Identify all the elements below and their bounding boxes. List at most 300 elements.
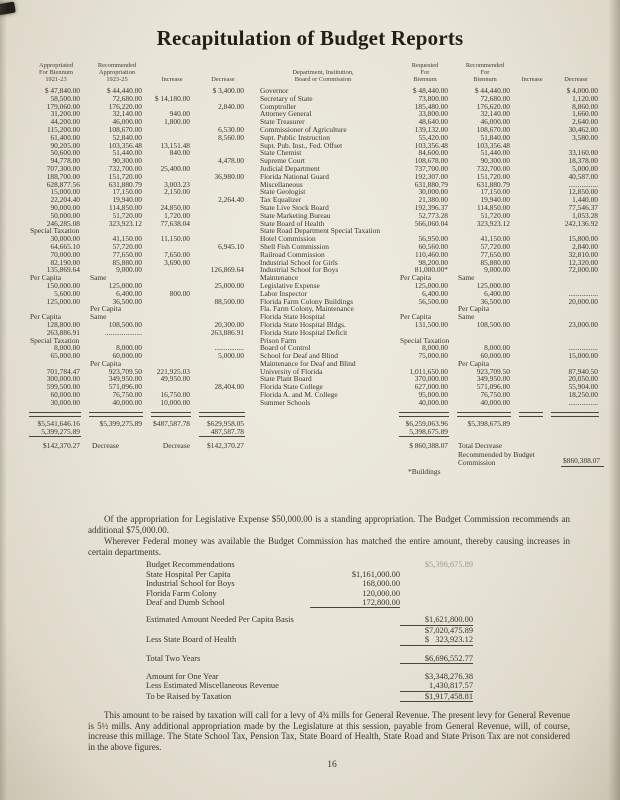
amount-cell: 108,678.00 bbox=[414, 156, 448, 166]
amount-cell: ................ bbox=[214, 343, 244, 353]
amount-cell: 1,011,650.00 bbox=[409, 366, 448, 376]
amount-cell: Special Taxation bbox=[30, 226, 80, 236]
amount-cell: 737,700.00 bbox=[414, 163, 448, 173]
recommendation-amount bbox=[310, 681, 400, 691]
amount-cell: 50,000.00 bbox=[50, 210, 80, 220]
amount-cell: Per Capita bbox=[90, 304, 121, 314]
amount-cell: 41,150.00 bbox=[112, 234, 142, 244]
amount-cell bbox=[148, 337, 196, 345]
amount-cell: $ 4,000.00 bbox=[566, 86, 598, 95]
amount-cell bbox=[196, 399, 250, 407]
amount-cell: 349,950.00 bbox=[108, 374, 142, 384]
amount-cell: 114,850.00 bbox=[477, 202, 510, 212]
amount-cell: 30,000.00 bbox=[50, 234, 80, 244]
recommendation-row bbox=[88, 681, 570, 691]
amount-cell: 1,053.28 bbox=[572, 210, 598, 220]
amount-cell: 73,800.00 bbox=[418, 93, 448, 103]
amount-cell: 108,670.00 bbox=[476, 124, 510, 134]
amount-cell: 19,940.00 bbox=[480, 195, 510, 205]
amount-cell bbox=[516, 173, 548, 181]
rule bbox=[199, 412, 245, 417]
rule bbox=[89, 412, 143, 417]
amount-cell: 188,700.00 bbox=[46, 171, 80, 181]
department-name: Governor bbox=[260, 86, 289, 95]
budget-recommendations-list bbox=[88, 560, 570, 702]
department-name: University of Florida bbox=[260, 366, 323, 376]
amount-cell: 22,204.40 bbox=[50, 195, 80, 205]
amount-cell: 323,923.12 bbox=[476, 218, 510, 228]
amount-cell: $ 48,440.00 bbox=[412, 86, 448, 95]
recommendation-amount: 120,000.00 bbox=[362, 588, 400, 598]
amount-cell: 5,600.00 bbox=[54, 288, 80, 298]
recommendation-label: Total Two Years bbox=[146, 653, 201, 663]
amount-cell bbox=[516, 383, 548, 391]
amount-cell: 631,880.79 bbox=[414, 179, 448, 189]
summary-amount: 1,430,817.57 bbox=[400, 681, 473, 691]
amount-cell: 571,096.00 bbox=[108, 382, 142, 392]
amount-cell: 60,000.00 bbox=[50, 390, 80, 400]
amount-cell: 87,940.50 bbox=[568, 366, 598, 376]
amount-cell: 701,784.47 bbox=[46, 366, 80, 376]
recommendation-amount bbox=[310, 672, 400, 681]
total-requested: $6,259,063.96 bbox=[405, 418, 448, 428]
amount-cell bbox=[516, 344, 548, 352]
department-name: Prison Farm bbox=[260, 335, 297, 345]
summary-amount: $6,696,552.77 bbox=[400, 654, 473, 664]
department-name: Fla. Farm Colony, Maintenance bbox=[260, 304, 354, 314]
amount-cell bbox=[516, 274, 548, 282]
amount-cell: 40,000.00 bbox=[418, 397, 448, 407]
amount-cell: 20,300.00 bbox=[214, 319, 244, 329]
amount-cell: Per Capita bbox=[30, 273, 61, 283]
total-decrease-left: $629,958.05 bbox=[207, 418, 244, 428]
department-name: School for Deaf and Blind bbox=[260, 351, 338, 361]
amount-cell: 221,925.03 bbox=[156, 366, 190, 376]
rule bbox=[29, 436, 81, 439]
amount-cell bbox=[548, 329, 604, 337]
department-name: State Plant Board bbox=[260, 374, 312, 384]
amount-cell: 33,160.00 bbox=[568, 148, 598, 158]
amount-cell: 8,000.00 bbox=[422, 343, 448, 353]
department-name: Supreme Court bbox=[260, 156, 305, 166]
amount-cell: 36,980.00 bbox=[214, 171, 244, 181]
amount-cell: 2,640.00 bbox=[572, 117, 598, 127]
amount-cell: $ 44,440.00 bbox=[474, 86, 510, 95]
department-name: Florida State Hospital Deficit bbox=[260, 327, 348, 337]
amount-cell bbox=[516, 305, 548, 313]
amount-cell: 70,000.00 bbox=[50, 249, 80, 259]
amount-cell: 56,500.00 bbox=[418, 296, 448, 306]
amount-cell bbox=[516, 188, 548, 196]
rule bbox=[551, 412, 599, 417]
amount-cell: 263,886.91 bbox=[210, 327, 244, 337]
amount-cell bbox=[148, 305, 196, 313]
summary-amount bbox=[400, 589, 473, 598]
amount-cell: 125,000.00 bbox=[476, 280, 510, 290]
amount-cell: 50,600.00 bbox=[50, 148, 80, 158]
amount-cell: 246,285.08 bbox=[46, 218, 80, 228]
amount-cell: 32,140.00 bbox=[112, 109, 142, 119]
page-edge-shadow-left bbox=[0, 0, 7, 800]
amount-cell: 57,720.00 bbox=[112, 241, 142, 251]
amount-cell: 192,307.00 bbox=[414, 171, 448, 181]
amount-cell: 16,750.00 bbox=[160, 390, 190, 400]
amount-cell: 176,220.00 bbox=[108, 101, 142, 111]
amount-cell bbox=[196, 181, 250, 189]
recommendation-label: Less Estimated Miscellaneous Revenue bbox=[146, 681, 279, 691]
amount-cell bbox=[148, 344, 196, 352]
amount-cell: 566,060.04 bbox=[414, 218, 448, 228]
amount-cell: 90,300.00 bbox=[480, 156, 510, 166]
amount-cell bbox=[516, 290, 548, 298]
recommendation-row bbox=[88, 560, 570, 569]
recommendation-row bbox=[88, 598, 570, 608]
recommendation-row bbox=[88, 635, 570, 645]
footnote-row bbox=[26, 467, 604, 476]
amount-cell: 85,880.00 bbox=[480, 257, 510, 267]
amount-cell: 126,869.64 bbox=[210, 265, 244, 275]
amount-cell: 6,945.10 bbox=[218, 241, 244, 251]
amount-cell: 131,500.00 bbox=[414, 319, 448, 329]
amount-cell: 77,638.04 bbox=[160, 218, 190, 228]
amount-cell: 707,300.00 bbox=[46, 163, 80, 173]
column-header: Requested For Biennum bbox=[411, 62, 439, 83]
amount-cell bbox=[516, 399, 548, 407]
department-name: State Marketing Bureau bbox=[260, 210, 331, 220]
recommendation-label: To be Raised by Taxation bbox=[146, 691, 232, 701]
summary-amount bbox=[400, 570, 473, 579]
recommendation-amount bbox=[310, 626, 400, 635]
amount-cell bbox=[516, 157, 548, 165]
amount-cell: 263,886.91 bbox=[46, 327, 80, 337]
amount-cell: 12,850.00 bbox=[568, 187, 598, 197]
amount-cell: 8,000.00 bbox=[116, 343, 142, 353]
amount-cell: 24,850.00 bbox=[160, 202, 190, 212]
amount-cell: 64,665.10 bbox=[50, 241, 80, 251]
amount-cell bbox=[196, 391, 250, 399]
amount-cell: 65,000.00 bbox=[50, 351, 80, 361]
amount-cell: 17,150.00 bbox=[112, 187, 142, 197]
amount-cell: 36,500.00 bbox=[480, 296, 510, 306]
amount-cell: Per Capita bbox=[90, 358, 121, 368]
amount-cell: 51,720.00 bbox=[112, 210, 142, 220]
amount-cell: 8,860.00 bbox=[572, 101, 598, 111]
recommendation-label: Budget Recommendations bbox=[146, 560, 235, 570]
amount-cell: 51,720.00 bbox=[480, 210, 510, 220]
department-name: Maintenance bbox=[260, 273, 299, 283]
amount-cell: 76,750.00 bbox=[112, 390, 142, 400]
department-name: Commissioner of Agriculture bbox=[260, 124, 347, 134]
recommendation-label: Deaf and Dumb School bbox=[146, 598, 225, 607]
amount-cell: 55,420.00 bbox=[418, 132, 448, 142]
amount-cell: 923,709.50 bbox=[108, 366, 142, 376]
amount-cell: Same bbox=[90, 273, 107, 283]
department-name: Industrial School for Boys bbox=[260, 265, 339, 275]
amount-cell: 51,440.00 bbox=[480, 148, 510, 158]
amount-cell: 1,800.00 bbox=[164, 117, 190, 127]
amount-cell: ................ bbox=[568, 343, 598, 353]
amount-cell: 2,840.00 bbox=[218, 101, 244, 111]
totals-double-rules bbox=[26, 411, 604, 418]
department-name: Hotel Commission bbox=[260, 234, 316, 244]
recommendation-amount bbox=[310, 635, 400, 645]
amount-cell: 599,500.00 bbox=[46, 382, 80, 392]
rule bbox=[199, 436, 245, 439]
amount-cell bbox=[196, 212, 250, 220]
amount-cell: Special Taxation bbox=[400, 335, 450, 345]
amount-cell bbox=[454, 329, 516, 337]
rule bbox=[457, 412, 511, 417]
column-header: Department, Institution, Board or Commission bbox=[292, 69, 354, 83]
amount-cell bbox=[196, 368, 250, 376]
amount-cell: Same bbox=[90, 312, 107, 322]
amount-cell: 28,404.00 bbox=[214, 382, 244, 392]
amount-cell: 48,640.00 bbox=[418, 117, 448, 127]
amount-cell: 60,560.00 bbox=[418, 241, 448, 251]
amount-cell: 114,850.00 bbox=[109, 202, 142, 212]
amount-cell: Per Capita bbox=[400, 312, 431, 322]
department-name: Shell Fish Commission bbox=[260, 241, 329, 251]
net-decrease-left-2: $142,370.27 bbox=[207, 441, 244, 451]
amount-cell bbox=[516, 298, 548, 306]
amount-cell: 60,000.00 bbox=[112, 351, 142, 361]
amount-cell: 135,869.64 bbox=[46, 265, 80, 275]
amount-cell: 41,150.00 bbox=[480, 234, 510, 244]
amount-cell: $ 3,400.00 bbox=[212, 86, 244, 95]
amount-cell: 103,356.48 bbox=[476, 140, 510, 150]
amount-cell: 51,440.00 bbox=[112, 148, 142, 158]
amount-cell: 125,000.00 bbox=[414, 280, 448, 290]
amount-cell: 300,000.00 bbox=[46, 374, 80, 384]
department-name: Attorney General bbox=[260, 109, 312, 119]
amount-cell: 18,378.00 bbox=[568, 156, 598, 166]
amount-cell: 627,000.00 bbox=[414, 382, 448, 392]
amount-cell: 32,810.00 bbox=[568, 249, 598, 259]
amount-cell: 44,200.00 bbox=[50, 117, 80, 127]
amount-cell: 20,050.00 bbox=[568, 374, 598, 384]
amount-cell bbox=[516, 126, 548, 134]
department-name: Labor Inspector bbox=[260, 288, 307, 298]
recommendation-label: Amount for One Year bbox=[146, 672, 219, 682]
amount-cell: 40,000.00 bbox=[112, 397, 142, 407]
amount-cell: 46,000.00 bbox=[112, 117, 142, 127]
amount-cell: 90,205.00 bbox=[50, 140, 80, 150]
amount-cell: 923,709.50 bbox=[476, 366, 510, 376]
amount-cell: 40,587.00 bbox=[568, 171, 598, 181]
total-decrease-amount: $860,388.07 bbox=[561, 456, 604, 467]
amount-cell: 2,840.00 bbox=[572, 241, 598, 251]
amount-cell bbox=[196, 305, 250, 313]
department-name: Maintenance for Deaf and Blind bbox=[260, 358, 356, 368]
buildings-footnote: *Buildings bbox=[408, 467, 441, 477]
summary-amount bbox=[400, 598, 473, 608]
total-recommended-right: $5,398,675.89 bbox=[467, 418, 510, 428]
totals-row-2 bbox=[26, 428, 604, 436]
amount-cell: 115,200.00 bbox=[47, 124, 80, 134]
total-recommended-1923-25: $5,399,275.89 bbox=[99, 418, 142, 428]
amount-cell: 6,400.00 bbox=[116, 288, 142, 298]
amount-cell bbox=[516, 321, 548, 329]
amount-cell: 90,000.00 bbox=[50, 202, 80, 212]
amount-cell bbox=[516, 196, 548, 204]
amount-cell: 6,530.00 bbox=[218, 124, 244, 134]
amount-cell: 25,000.00 bbox=[214, 280, 244, 290]
amount-cell bbox=[516, 337, 548, 345]
amount-cell: 94,778.00 bbox=[50, 156, 80, 166]
amount-cell bbox=[516, 251, 548, 259]
amount-cell: 108,500.00 bbox=[476, 319, 510, 329]
amount-cell: ................ bbox=[568, 179, 598, 189]
amount-cell: 33,800.00 bbox=[418, 109, 448, 119]
department-name: Industrial School for Girls bbox=[260, 257, 338, 267]
amount-cell: 82,190.00 bbox=[50, 257, 80, 267]
department-name: Supt. Pub. Inst., Fed. Offset bbox=[260, 140, 343, 150]
amount-cell: 139,132.00 bbox=[414, 124, 448, 134]
summary-amount: $3,348,276.38 bbox=[424, 672, 473, 682]
totals-row-1 bbox=[26, 420, 604, 428]
recommendation-amount: $1,161,000.00 bbox=[351, 569, 400, 579]
totals-single-rules bbox=[26, 436, 604, 439]
recommendation-label: Less State Board of Health bbox=[146, 635, 237, 645]
department-name: State Chemist bbox=[260, 148, 302, 158]
amount-cell: 150,000.00 bbox=[46, 280, 80, 290]
amount-cell bbox=[196, 204, 250, 212]
amount-cell: 36,500.00 bbox=[112, 296, 142, 306]
amount-cell: 732,700.00 bbox=[108, 163, 142, 173]
amount-cell: Special Taxation bbox=[30, 335, 80, 345]
amount-cell: 6,400.00 bbox=[422, 288, 448, 298]
recommendation-row bbox=[88, 654, 570, 664]
decrease-word-1: Decrease bbox=[92, 441, 120, 451]
amount-cell: 631,880.79 bbox=[476, 179, 510, 189]
amount-cell: 25,400.00 bbox=[160, 163, 190, 173]
recommendation-row bbox=[88, 626, 570, 635]
amount-cell bbox=[148, 126, 196, 134]
amount-cell: 108,500.00 bbox=[108, 319, 142, 329]
recommendation-label bbox=[88, 626, 310, 635]
department-name: Legislative Expense bbox=[260, 280, 320, 290]
amount-cell: 95,000.00 bbox=[418, 390, 448, 400]
amount-cell: ................ bbox=[568, 397, 598, 407]
net-decrease-left: $142,370.27 bbox=[43, 441, 80, 451]
amount-cell: 31,200.00 bbox=[50, 109, 80, 119]
total-appropriated-1921-23: $5,541,646.16 bbox=[37, 418, 80, 428]
department-name: Comptroller bbox=[260, 101, 297, 111]
amount-cell: 46,000.00 bbox=[480, 117, 510, 127]
amount-cell bbox=[148, 298, 196, 306]
amount-cell: 19,940.00 bbox=[112, 195, 142, 205]
amount-cell: 192,396.37 bbox=[414, 202, 448, 212]
amount-cell: 32,140.00 bbox=[480, 109, 510, 119]
amount-cell bbox=[516, 204, 548, 212]
amount-cell: 128,800.00 bbox=[46, 319, 80, 329]
amount-cell: 30,000.00 bbox=[50, 397, 80, 407]
amount-cell bbox=[516, 313, 548, 321]
amount-cell bbox=[516, 282, 548, 290]
amount-cell: 8,000.00 bbox=[54, 343, 80, 353]
subtraction-value-decrease: 487,587.78 bbox=[210, 427, 244, 437]
note-paragraph-1: Of the appropriation for Legislative Expense $50,000.00 is a standing appropriation. The Budget Commission recommends an additional $75,000.00. bbox=[88, 514, 570, 535]
recommendation-row bbox=[88, 579, 570, 588]
rule bbox=[519, 412, 543, 417]
amount-cell bbox=[516, 375, 548, 383]
amount-cell: 98,200.00 bbox=[418, 257, 448, 267]
amount-cell: 40,000.00 bbox=[480, 397, 510, 407]
total-decrease-block bbox=[454, 442, 604, 467]
amount-cell bbox=[516, 360, 548, 368]
amount-cell bbox=[548, 305, 604, 313]
amount-cell: 370,000.00 bbox=[414, 374, 448, 384]
department-name: Florida State Hospital Bldgs. bbox=[260, 319, 346, 329]
amount-cell: 30,462.00 bbox=[568, 124, 598, 134]
amount-cell: 61,400.00 bbox=[50, 132, 80, 142]
amount-cell: 108,670.00 bbox=[108, 124, 142, 134]
department-name: Florida National Guard bbox=[260, 171, 329, 181]
amount-cell: 58,500.00 bbox=[50, 93, 80, 103]
amount-cell: 242,136.92 bbox=[564, 218, 598, 228]
amount-cell: 571,096.00 bbox=[476, 382, 510, 392]
amount-cell: 940.00 bbox=[169, 109, 190, 119]
amount-cell bbox=[148, 274, 196, 282]
rule bbox=[29, 412, 81, 417]
recommendation-amount bbox=[310, 654, 400, 664]
subtraction-value-requested: 5,398,675.89 bbox=[409, 427, 448, 437]
amount-cell: 15,800.00 bbox=[568, 234, 598, 244]
amount-cell bbox=[516, 212, 548, 220]
department-name: Supt. Public Instruction bbox=[260, 132, 331, 142]
department-name: Judicial Department bbox=[260, 163, 320, 173]
amount-cell: 7,650.00 bbox=[164, 249, 190, 259]
amount-cell bbox=[148, 329, 196, 337]
amount-cell: 125,000.00 bbox=[46, 296, 80, 306]
amount-cell bbox=[516, 259, 548, 267]
amount-cell bbox=[516, 95, 548, 103]
amount-cell: 57,720.00 bbox=[480, 241, 510, 251]
recommendation-label: Florida Farm Colony bbox=[146, 588, 217, 598]
amount-cell: 628,877.56 bbox=[46, 179, 80, 189]
amount-cell: 732,700.00 bbox=[476, 163, 510, 173]
amount-cell bbox=[516, 352, 548, 360]
amount-cell: 9,000.00 bbox=[484, 265, 510, 275]
amount-cell bbox=[148, 266, 196, 274]
department-name: State Geologist bbox=[260, 187, 306, 197]
amount-cell bbox=[516, 165, 548, 173]
amount-cell: 800.00 bbox=[169, 288, 190, 298]
budget-table bbox=[26, 62, 604, 476]
amount-cell: 49,950.00 bbox=[160, 374, 190, 384]
amount-cell: 125,000.00 bbox=[108, 280, 142, 290]
amount-cell: 56,950.00 bbox=[418, 234, 448, 244]
amount-cell: 52,773.28 bbox=[418, 210, 448, 220]
amount-cell bbox=[516, 110, 548, 118]
column-header: Recommended Appropriation 1923-25 bbox=[97, 62, 137, 83]
amount-cell bbox=[516, 227, 548, 235]
amount-cell: 72,680.00 bbox=[112, 93, 142, 103]
amount-cell: .................... bbox=[105, 327, 142, 337]
recommendation-label: State Hospital Per Capita bbox=[146, 569, 231, 579]
amount-cell: 1,440.00 bbox=[572, 195, 598, 205]
amount-cell: 349,950.00 bbox=[476, 374, 510, 384]
department-name: State Road Department Special Taxation bbox=[260, 226, 381, 236]
amount-cell: 3,690.00 bbox=[164, 257, 190, 267]
recommendation-row bbox=[88, 615, 570, 625]
amount-cell: 631,880.79 bbox=[108, 179, 142, 189]
amount-cell: 12,320.00 bbox=[568, 257, 598, 267]
amount-cell: 3,580.00 bbox=[572, 132, 598, 142]
amount-cell bbox=[516, 220, 548, 228]
amount-cell: Same bbox=[458, 273, 475, 283]
department-name: Florida A. and M. College bbox=[260, 390, 338, 400]
